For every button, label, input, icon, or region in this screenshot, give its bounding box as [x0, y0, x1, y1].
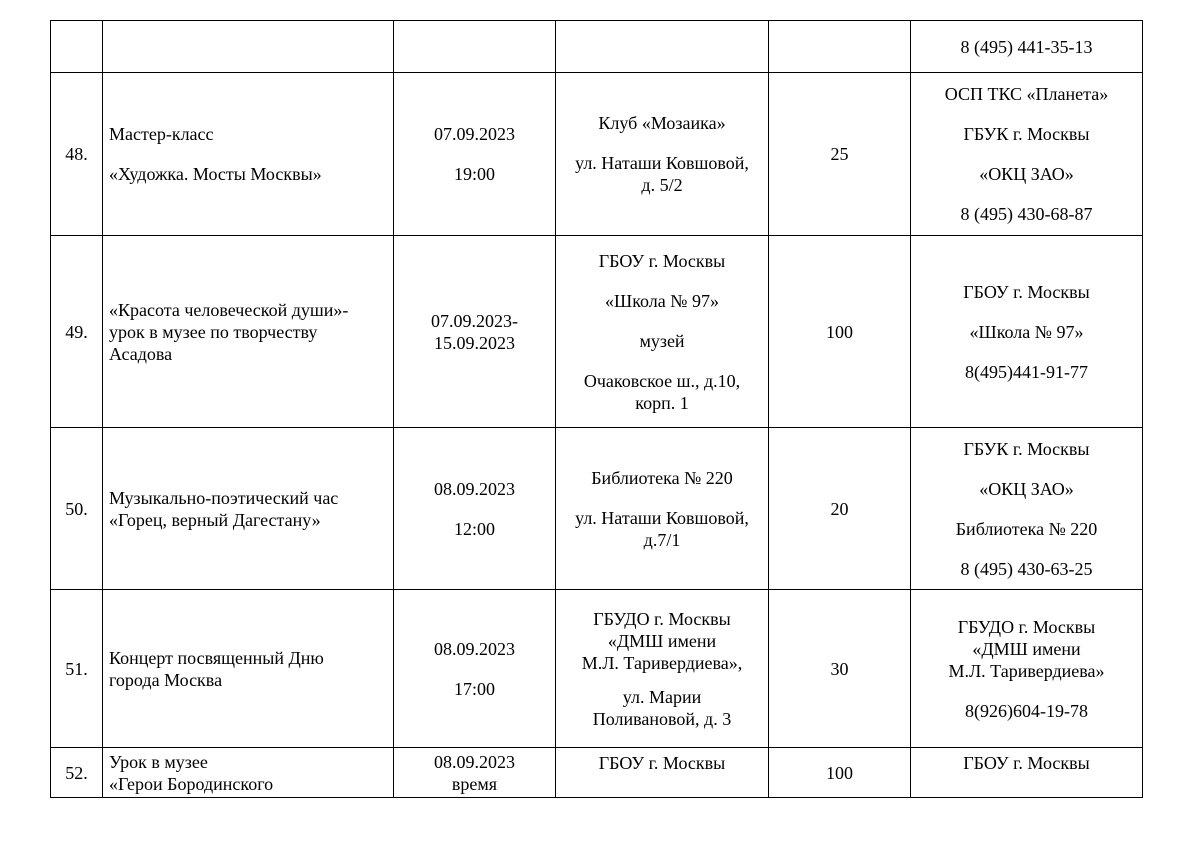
event-count: 100: [769, 748, 911, 798]
organizer-line: «Школа № 97»: [969, 321, 1084, 342]
event-title: [103, 236, 394, 428]
place-line: Очаковское ш., д.10,: [583, 370, 741, 391]
event-organizer: [911, 21, 1143, 73]
place-line: ГБОУ г. Москвы: [598, 250, 726, 271]
place-line: д. 5/2: [641, 175, 683, 195]
place-line: ул. Марии: [622, 686, 702, 707]
event-date: [394, 748, 556, 798]
row-number: 48.: [51, 73, 103, 236]
organizer-line: «ОКЦ ЗАО»: [979, 164, 1074, 184]
event-organizer: [911, 428, 1143, 590]
event-place: [556, 748, 769, 798]
place-line: музей: [639, 330, 685, 351]
place-line: ГБУДО г. Москвы: [593, 608, 731, 629]
title-line: «Красота человеческой души»-: [109, 299, 349, 320]
date-line: 07.09.2023: [434, 124, 515, 144]
place-line: ул. Наташи Ковшовой,: [575, 153, 749, 173]
table-row: [51, 73, 1143, 236]
table-row: [51, 21, 1143, 73]
title-line: Урок в музее: [109, 751, 208, 772]
event-organizer: [911, 590, 1143, 748]
event-place: [556, 236, 769, 428]
event-title: [103, 590, 394, 748]
organizer-line: ГБОУ г. Москвы: [963, 753, 1090, 773]
title-line: Асадова: [109, 343, 173, 364]
events-table: [50, 20, 1143, 798]
place-line: «ДМШ имени: [607, 630, 717, 651]
organizer-line: 8(495)441-91-77: [965, 361, 1088, 382]
event-place: [556, 428, 769, 590]
time-line: 12:00: [453, 518, 495, 539]
event-count: 25: [769, 73, 911, 236]
title-line: «Художка. Мосты Москвы»: [109, 164, 322, 184]
organizer-line: 8(926)604-19-78: [965, 700, 1088, 721]
organizer-line: «ДМШ имени: [972, 638, 1081, 659]
event-place: [556, 590, 769, 748]
place-line: Библиотека № 220: [591, 467, 733, 488]
row-number: [51, 21, 103, 73]
event-organizer: [911, 236, 1143, 428]
date-line: 15.09.2023: [434, 332, 515, 353]
organizer-line: М.Л. Таривердиева»: [948, 660, 1105, 681]
event-title: [103, 21, 394, 73]
date-line: 08.09.2023: [434, 638, 515, 659]
date-line: 08.09.2023: [434, 478, 515, 499]
event-place: [556, 21, 769, 73]
organizer-line: ГБУК г. Москвы: [963, 124, 1090, 144]
event-count: [769, 21, 911, 73]
event-title: [103, 73, 394, 236]
organizer-line: «ОКЦ ЗАО»: [979, 478, 1074, 499]
place-line: Поливановой, д. 3: [592, 708, 732, 729]
date-line: 07.09.2023-: [431, 310, 518, 331]
title-line: Музыкально-поэтический час: [109, 487, 339, 508]
place-line: М.Л. Таривердиева»,: [581, 652, 743, 673]
title-line: «Герои Бородинского: [109, 773, 274, 794]
row-number: 52.: [51, 748, 103, 798]
title-line: Мастер-класс: [109, 124, 214, 144]
row-number: 49.: [51, 236, 103, 428]
organizer-line: ГБУДО г. Москвы: [957, 616, 1096, 637]
row-number: 50.: [51, 428, 103, 590]
event-count: 100: [769, 236, 911, 428]
organizer-line: Библиотека № 220: [955, 518, 1098, 539]
table-row: [51, 748, 1143, 798]
title-line: города Москва: [109, 669, 223, 690]
place-line: ул. Наташи Ковшовой,: [575, 507, 749, 528]
event-count: 30: [769, 590, 911, 748]
event-date: [394, 21, 556, 73]
time-line: 17:00: [453, 678, 495, 699]
organizer-line: 8 (495) 441-35-13: [960, 36, 1093, 57]
title-line: «Горец, верный Дагестану»: [109, 509, 321, 530]
title-line: урок в музее по творчеству: [109, 321, 318, 342]
time-line: время: [451, 773, 498, 794]
place-line: ГБОУ г. Москвы: [598, 753, 726, 773]
event-date: [394, 590, 556, 748]
event-date: [394, 236, 556, 428]
event-date: [394, 428, 556, 590]
table-row: [51, 236, 1143, 428]
place-line: «Школа № 97»: [605, 290, 719, 311]
organizer-line: 8 (495) 430-63-25: [960, 558, 1093, 579]
event-organizer: [911, 748, 1143, 798]
row-number: 51.: [51, 590, 103, 748]
event-title: [103, 428, 394, 590]
organizer-line: ГБОУ г. Москвы: [963, 281, 1090, 302]
table-row: [51, 428, 1143, 590]
event-organizer: [911, 73, 1143, 236]
table-row: [51, 590, 1143, 748]
place-line: Клуб «Мозаика»: [598, 113, 726, 133]
organizer-line: ГБУК г. Москвы: [963, 438, 1090, 459]
organizer-line: ОСП ТКС «Планета»: [944, 84, 1109, 104]
date-line: 08.09.2023: [434, 751, 515, 772]
event-title: [103, 748, 394, 798]
time-line: 19:00: [453, 164, 495, 184]
place-line: корп. 1: [635, 392, 689, 413]
event-date: [394, 73, 556, 236]
title-line: Концерт посвященный Дню: [109, 647, 324, 668]
event-count: 20: [769, 428, 911, 590]
organizer-line: 8 (495) 430-68-87: [960, 204, 1093, 224]
event-place: [556, 73, 769, 236]
place-line: д.7/1: [643, 529, 681, 550]
